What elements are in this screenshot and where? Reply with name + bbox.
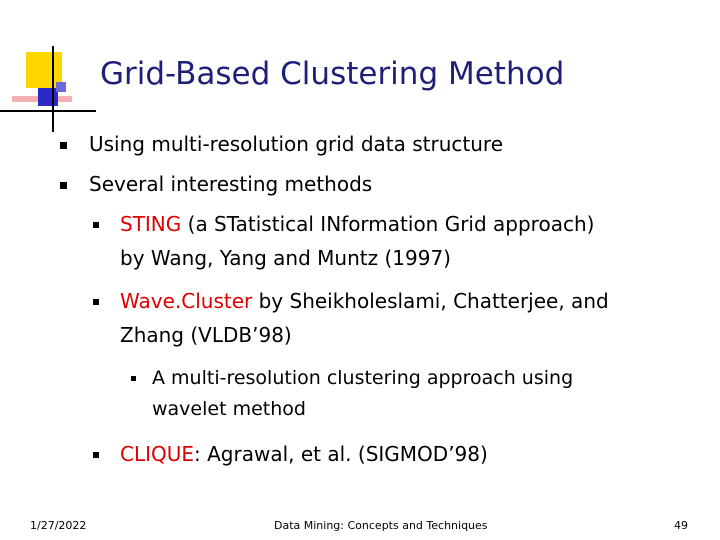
page-number: 49 [674,519,688,532]
slide-title: Grid-Based Clustering Method [100,56,565,92]
sub-bullet-square-icon [93,222,99,228]
method-name: CLIQUE [120,442,195,466]
corner-decoration [26,46,96,136]
sub-bullet-text [120,285,609,317]
sub-bullet-text-cont: Zhang (VLDB’98) [120,323,292,347]
subsub-bullet-text-cont: wavelet method [152,398,306,420]
bullet-square-icon [60,182,67,189]
bullet-text: Several interesting methods [89,172,373,196]
sub-bullet-square-icon [93,452,99,458]
sub-bullet-text [120,208,594,240]
method-description: : Agrawal, et al. (SIGMOD’98) [194,442,488,466]
method-name: Wave.Cluster [120,289,253,313]
sub-bullet-text [120,438,488,470]
footer-title: Data Mining: Concepts and Techniques [274,519,488,532]
method-name: STING [120,212,182,236]
bullet-square-icon [60,142,67,149]
deco-blue-square [38,88,58,106]
deco-vertical-line [52,46,54,132]
method-description: (a STatistical INformation Grid approach) [181,212,595,236]
method-description: by Sheikholeslami, Chatterjee, and [252,289,609,313]
sub-bullet-square-icon [93,299,99,305]
bullet-text: Using multi-resolution grid data structure [89,132,504,156]
deco-small-blue [56,82,66,92]
sub-bullet-text-cont: by Wang, Yang and Muntz (1997) [120,246,451,270]
subsub-bullet-text: A multi-resolution clustering approach using [152,367,574,389]
deco-horizontal-line [0,110,96,112]
subsub-bullet-square-icon [131,376,136,381]
footer-date: 1/27/2022 [30,519,87,532]
